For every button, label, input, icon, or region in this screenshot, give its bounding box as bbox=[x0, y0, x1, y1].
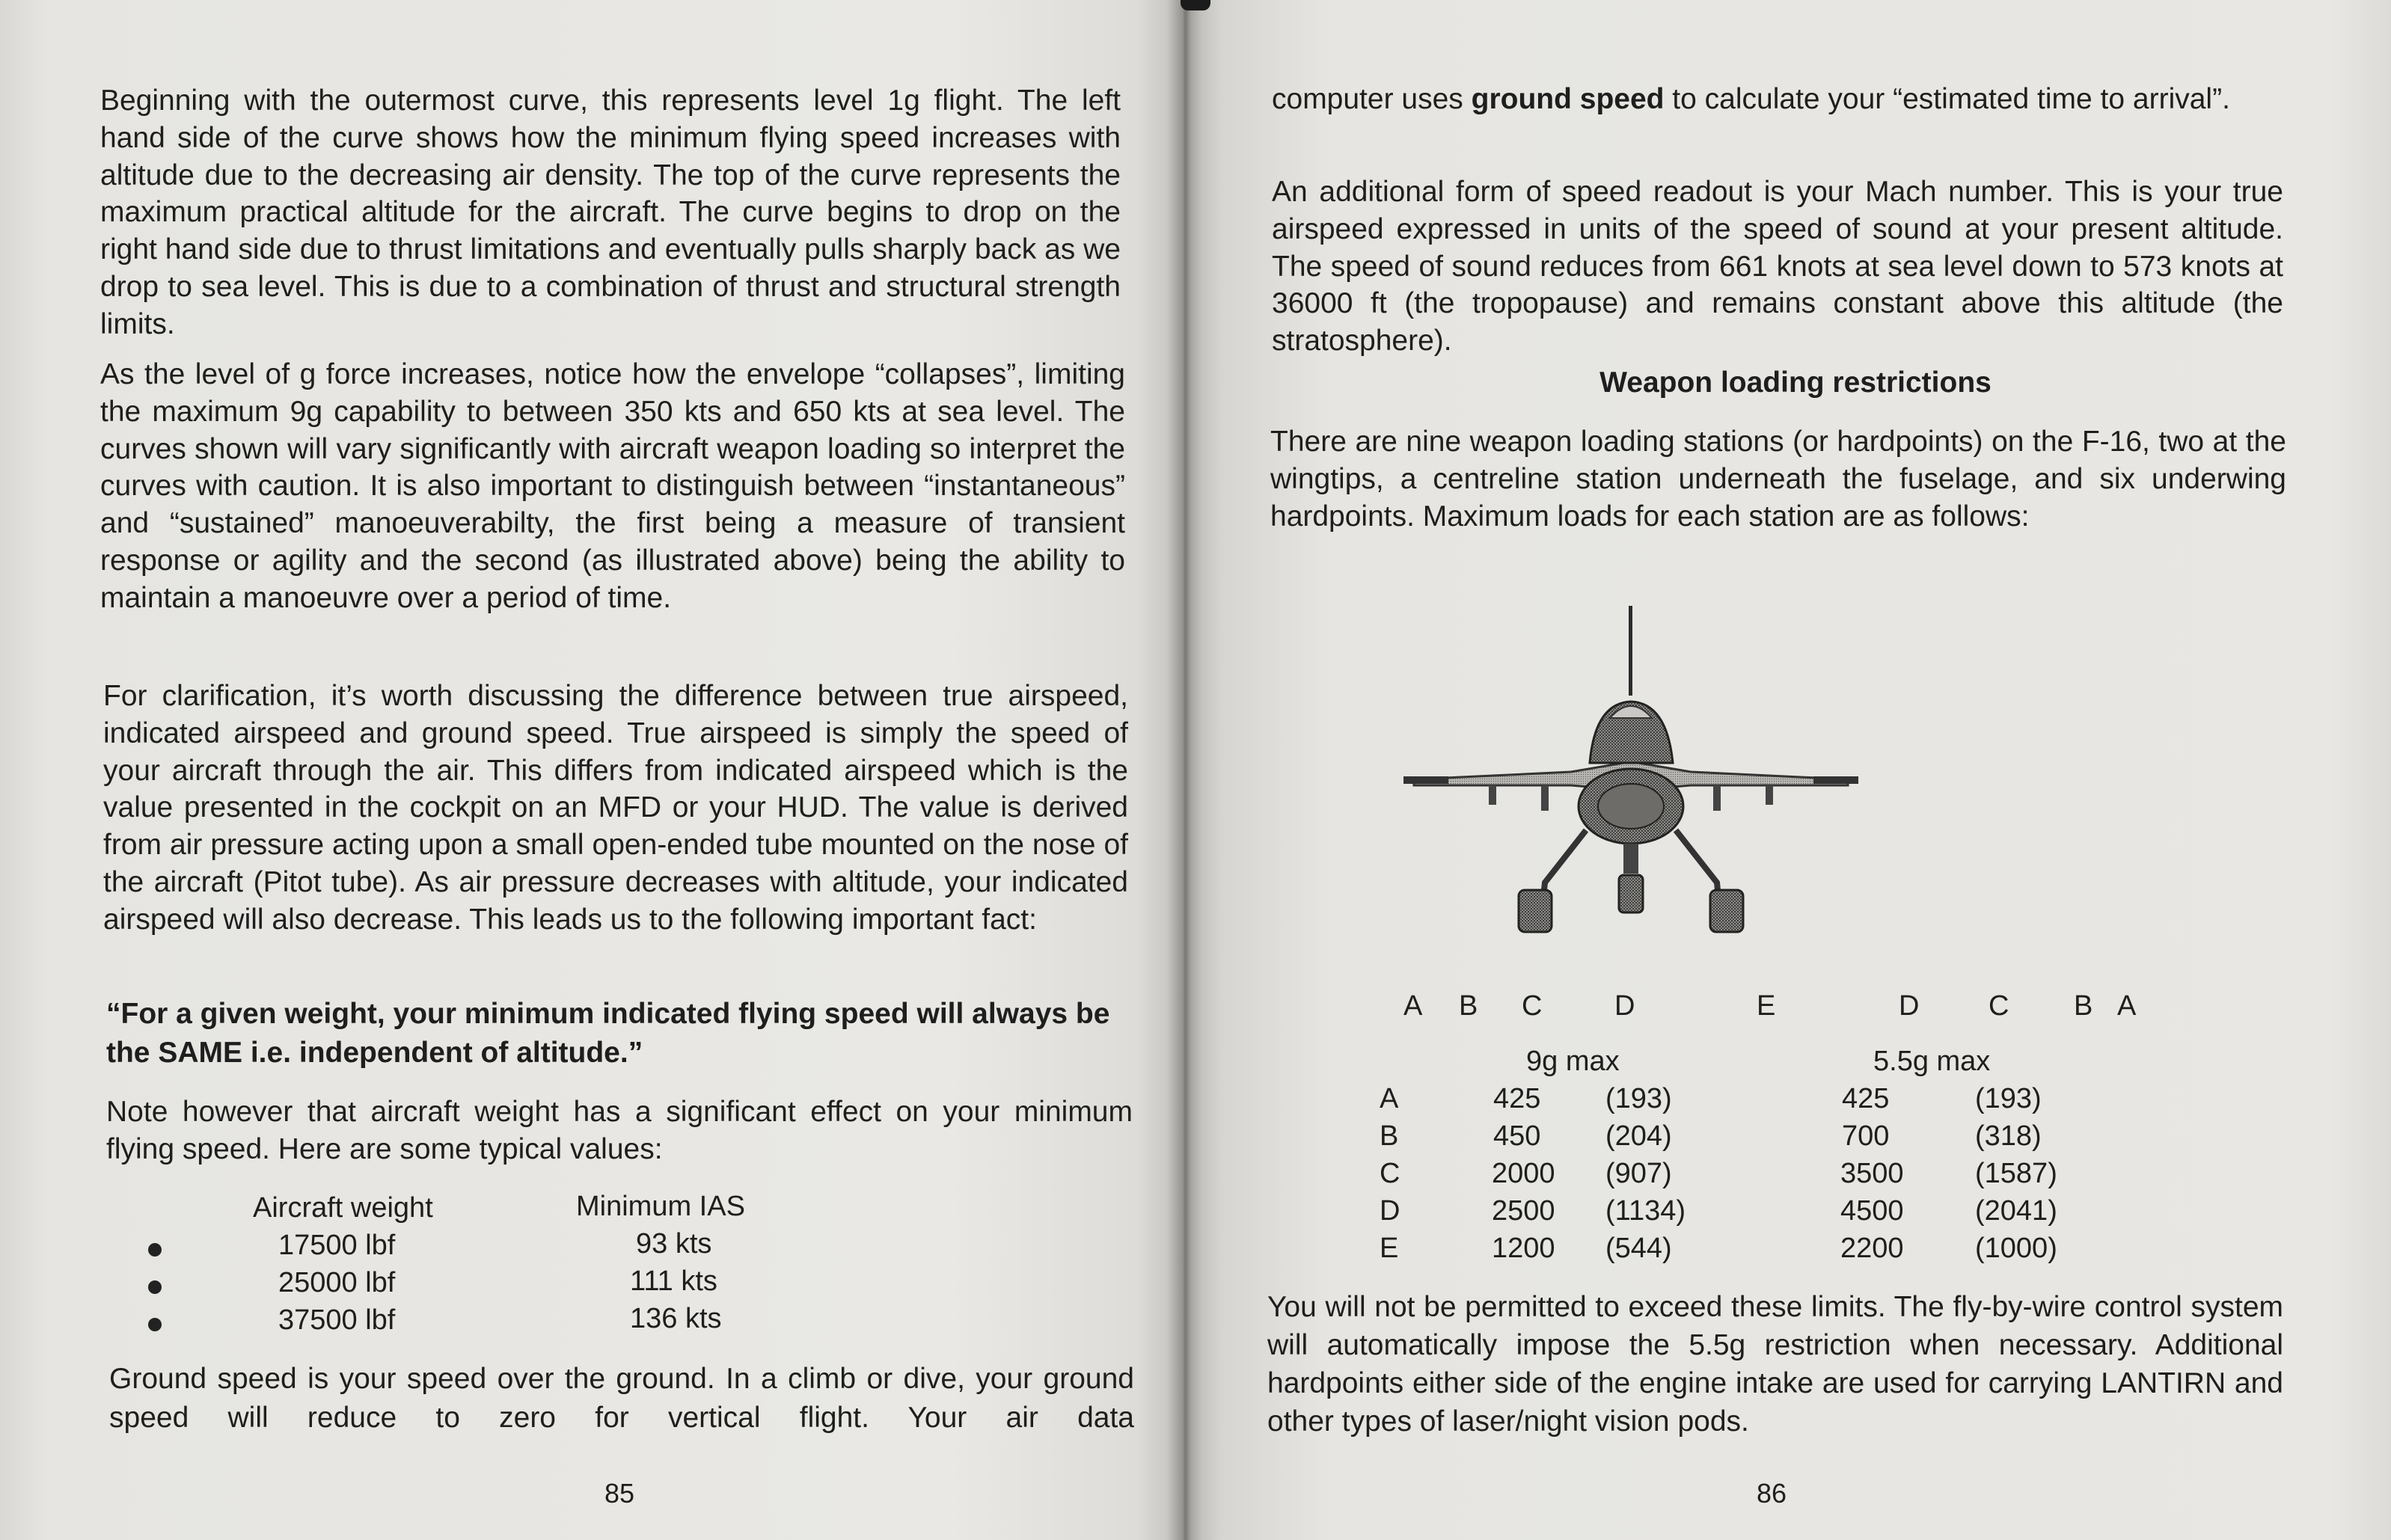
row-5-5g-lbs: 2200 bbox=[1840, 1233, 1904, 1264]
station-letter: E bbox=[1757, 990, 1776, 1022]
book-spine-shadow bbox=[1167, 0, 1201, 1540]
row-5-5g-lbs: 3500 bbox=[1840, 1158, 1904, 1189]
row-5-5g-lbs: 700 bbox=[1842, 1120, 1890, 1152]
bold-term: ground speed bbox=[1471, 83, 1665, 115]
page-number: 86 bbox=[1757, 1478, 1787, 1509]
paragraph-airspeed: For clarification, it’s worth discussing the difference between true airspeed, indicated airspeed and ground speed. True airspeed is simply the speed of your aircraft through the air. This differs from indicated airspeed which is the value presented in the cockpit on an MFD or your HUD. The value is derived from air pressure acting upon a small open-ended tube mounted on the nose of the aircraft (Pitot tube). As air pressure decreases with altitude, your indicated airspeed will also decrease. This leads us to the following important fact: bbox=[103, 680, 1128, 936]
row-9g-lbs: 450 bbox=[1493, 1120, 1541, 1152]
text-run: computer uses bbox=[1272, 83, 1472, 115]
row-5-5g-lbs: 425 bbox=[1842, 1083, 1890, 1114]
row-station: C bbox=[1380, 1158, 1400, 1189]
f16-front-view-icon bbox=[1399, 606, 1863, 950]
row-station: E bbox=[1380, 1233, 1399, 1264]
row-9g-kg: (907) bbox=[1605, 1158, 1672, 1189]
ias-header: Minimum IAS bbox=[576, 1191, 745, 1222]
heading-weapon-loading: Weapon loading restrictions bbox=[1599, 366, 1992, 399]
page-number: 85 bbox=[604, 1478, 635, 1509]
row-5-5g-kg: (1000) bbox=[1975, 1233, 2057, 1264]
row-9g-lbs: 2500 bbox=[1492, 1195, 1555, 1227]
bullet-icon bbox=[148, 1318, 162, 1331]
row-9g-kg: (204) bbox=[1605, 1120, 1672, 1152]
row-station: B bbox=[1380, 1120, 1399, 1152]
book-spine-top bbox=[1181, 0, 1210, 10]
paragraph-stations: There are nine weapon loading stations (or hardpoints) on the F-16, two at the wingtips, a centreline station underneath the fuselage, and six underwing hardpoints. Maximum loads for each station are as follows: bbox=[1270, 426, 2286, 533]
ias-value: 111 kts bbox=[630, 1266, 717, 1297]
bullet-icon bbox=[148, 1280, 162, 1294]
row-5-5g-lbs: 4500 bbox=[1840, 1195, 1904, 1227]
paragraph-weight-note: Note however that aircraft weight has a significant effect on your minimum flying speed. Here are some typical values: bbox=[106, 1096, 1133, 1165]
row-5-5g-kg: (2041) bbox=[1975, 1195, 2057, 1227]
station-letter: D bbox=[1614, 990, 1635, 1022]
right-page bbox=[1185, 0, 2391, 1540]
station-letter: C bbox=[1522, 990, 1543, 1022]
weight-value: 37500 lbf bbox=[278, 1304, 396, 1336]
station-letter: C bbox=[1989, 990, 2009, 1022]
row-9g-kg: (544) bbox=[1605, 1233, 1672, 1264]
text-run: to calculate your “estimated time to arrival”. bbox=[1664, 83, 2230, 115]
quote-important-fact: “For a given weight, your minimum indicated flying speed will always be the SAME i.e. independent of altitude.” bbox=[106, 998, 1110, 1069]
paragraph-limits: You will not be permitted to exceed these limits. The fly-by-wire control system will automatically impose the 5.5g restriction when necessary. Additional hardpoints either side of the engine intake are used for carrying LANTIRN and other types of laser/night vision pods. bbox=[1267, 1291, 2283, 1438]
ias-value: 93 kts bbox=[636, 1228, 712, 1260]
paragraph-g-force: As the level of g force increases, notice how the envelope “collapses”, limiting the maximum 9g capability to between 350 kts and 650 kts at sea level. The curves shown will vary significantly with aircraft weapon loading so interpret the curves with caution. It is also important to distinguish between “instantaneous” and “sustained” manoeuverabilty, the first being a measure of transient response or agility and the second (as illustrated above) being the ability to maintain a manoeuvre over a period of time. bbox=[100, 358, 1125, 614]
header-5-5g: 5.5g max bbox=[1873, 1046, 1991, 1077]
weight-header: Aircraft weight bbox=[253, 1192, 433, 1224]
row-station: A bbox=[1380, 1083, 1399, 1114]
row-station: D bbox=[1380, 1195, 1400, 1227]
paragraph-ground-speed-cont bbox=[1272, 81, 2283, 118]
paragraph-curve: Beginning with the outermost curve, this represents level 1g flight. The left hand side of the curve shows how the minimum flying speed increases with altitude due to the decreasing air density. The top of the curve represents the maximum practical altitude for the aircraft. The curve begins to drop on the right hand side due to thrust limitations and eventually pulls sharply back as we drop to sea level. This is due to a combination of thrust and structural strength limits. bbox=[100, 85, 1121, 340]
row-9g-kg: (1134) bbox=[1605, 1195, 1686, 1227]
station-letter: A bbox=[2117, 990, 2137, 1022]
paragraph-mach: An additional form of speed readout is your Mach number. This is your true airspeed expressed in units of the speed of sound at your present altitude. The speed of sound reduces from 661 knots at sea level down to 573 knots at 36000 ft (the tropopause) and remains constant above this altitude (the stratosphere). bbox=[1272, 176, 2283, 358]
row-5-5g-kg: (318) bbox=[1975, 1120, 2042, 1152]
weight-value: 25000 lbf bbox=[278, 1267, 396, 1298]
station-letter: B bbox=[2074, 990, 2093, 1022]
station-letter: D bbox=[1899, 990, 1920, 1022]
row-9g-kg: (193) bbox=[1605, 1083, 1672, 1114]
row-9g-lbs: 425 bbox=[1493, 1083, 1541, 1114]
row-9g-lbs: 2000 bbox=[1492, 1158, 1555, 1189]
station-letter: B bbox=[1459, 990, 1478, 1022]
station-letter: A bbox=[1403, 990, 1423, 1022]
bullet-icon bbox=[148, 1243, 162, 1257]
ias-value: 136 kts bbox=[630, 1303, 722, 1334]
header-9g: 9g max bbox=[1526, 1046, 1620, 1077]
weight-value: 17500 lbf bbox=[278, 1230, 396, 1261]
row-5-5g-kg: (1587) bbox=[1975, 1158, 2057, 1189]
row-9g-lbs: 1200 bbox=[1492, 1233, 1555, 1264]
row-5-5g-kg: (193) bbox=[1975, 1083, 2042, 1114]
paragraph-ground-speed: Ground speed is your speed over the ground. In a climb or dive, your ground speed will reduce to zero for vertical flight. Your air data bbox=[109, 1363, 1134, 1434]
left-page bbox=[0, 0, 1185, 1540]
